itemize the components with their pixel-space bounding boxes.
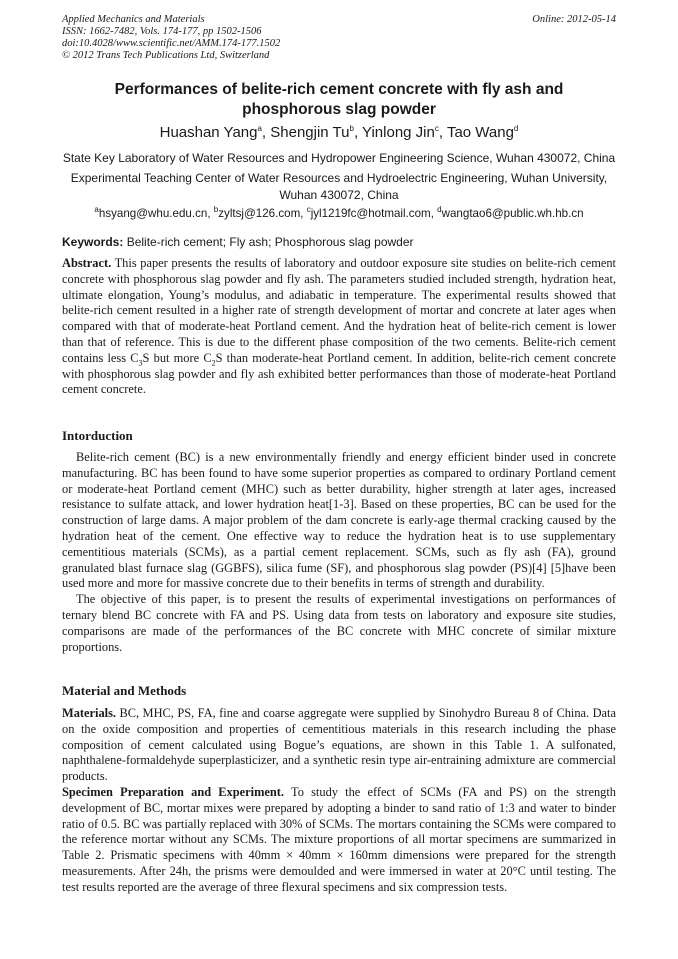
author-mark: a — [257, 124, 262, 133]
run-in-heading: Materials. — [62, 706, 117, 720]
author-separator: , — [353, 124, 363, 141]
subscript: 3 — [138, 358, 143, 368]
paragraph — [62, 785, 616, 896]
keywords — [62, 235, 414, 250]
journal-header — [62, 14, 616, 62]
author-mark: c — [434, 124, 439, 133]
section-heading-introduction: Intorduction — [62, 428, 133, 443]
author-name: Tao Wang — [446, 124, 514, 141]
author-separator: , — [261, 124, 271, 141]
affiliation-2-line-1: Experimental Teaching Center of Water Resources and Hydroelectric Engineering, Wuhan University, — [70, 171, 608, 185]
section-heading-methods: Material and Methods — [62, 683, 187, 698]
introduction-body — [62, 450, 616, 655]
abstract-text: This paper presents the results of laboratory and outdoor exposure site studies on belite-rich cement concrete with phosphorous slag powder and fly ash. The parameters studied included strength, hydration heat, ultimate elongation, Young’s modulus, and adiabatic in temperature. The experimental results showed that belite-rich cement resulted in a higher rate of strength development of mortar and concrete at later ages when compared with that of moderate-heat Portland cement. And the hydration heat of belite-rich cement is lower than that of reference. This is due to the different phase composition of the two cements. Belite-rich cement contains less C — [62, 256, 616, 365]
author-name: Shengjin Tu — [270, 124, 350, 141]
email-mark: a — [94, 205, 99, 215]
abstract-text: S than moderate-heat Portland cement. In addition, belite-rich cement concrete with phosphorous slag powder and fly ash exhibited better performances than those of moderate-heat Portland cement concrete. — [62, 350, 616, 397]
doi-line: doi:10.4028/www.scientific.net/AMM.174-177.1502 — [62, 38, 281, 49]
author-mark: b — [349, 124, 354, 133]
paragraph-text: BC, MHC, PS, FA, fine and coarse aggregate were supplied by Sinohydro Bureau 8 of China. Data on the oxide composition and properties of cementitious materials in this research including the phase composition of cement calculated using Bogue’s equations, are shown in this Table 1. A sulfonated, naphthalene-formaldehyde superplasticizer, and a synthetic resin type air-entraining admixture are commercial products. — [62, 706, 616, 784]
affiliation-2 — [58, 170, 620, 204]
email-mark: c — [306, 205, 311, 215]
abstract-paragraph — [62, 256, 616, 398]
keywords-label: Keywords: — [62, 235, 124, 249]
abstract-label: Abstract. — [62, 256, 112, 270]
paragraph: Belite-rich cement (BC) is a new environmentally friendly and energy efficient binder used in concrete manufacturing. BC has been found to have some superior properties as compared to ordinary Portland cement or moderate-heat Portland cement (MHC) such as better durability, higher strength at later ages, increased resistance to sulfate attack, and lower hydration heat[1-3]. Based on these properties, BC can be used for the construction of large dams. A major problem of the dam concrete is early-age thermal cracking caused by the hydration heat of the cement. One effective way to reduce the hydration heat is to use supplementary cementitious materials (SCMs), as a partial cement replacement. SCMs, such as fly ash (FA), ground granulated blast furnace slag (GGBFS), silica fume (SF), and phosphorous slag powder (PS)[4] [5]have been used more and more for massive concrete due to their benefits in terms of strength and durability. — [62, 450, 616, 591]
author-list — [62, 124, 616, 142]
author-mark: d — [513, 124, 519, 133]
affiliation-1: State Key Laboratory of Water Resources and Hydropower Engineering Science, Wuhan 430072, China — [62, 151, 616, 165]
abstract-text: S but more C — [142, 350, 212, 365]
author-name: Huashan Yang — [159, 124, 258, 141]
email-mark: b — [213, 205, 219, 215]
title-line-1: Performances of belite-rich cement concrete with fly ash and — [114, 81, 564, 98]
paragraph — [62, 706, 616, 785]
run-in-heading: Specimen Preparation and Experiment. — [62, 784, 285, 799]
paper-title — [62, 80, 616, 120]
author-separator: , — [438, 124, 447, 141]
email-list — [58, 206, 620, 221]
email-mark: d — [437, 205, 442, 215]
keywords-text: Belite-rich cement; Fly ash; Phosphorous slag powder — [123, 235, 414, 249]
issn-line: ISSN: 1662-7482, Vols. 174-177, pp 1502-1506 — [62, 26, 262, 37]
email-address: wangtao6@public.wh.hb.cn — [441, 207, 584, 220]
methods-body — [62, 706, 616, 896]
email-address: jyl1219fc@hotmail.com, — [310, 207, 438, 220]
email-address: zyltsj@126.com, — [218, 207, 307, 220]
paragraph: The objective of this paper, is to present the results of experimental investigations on performances of ternary blend BC concrete with FA and PS. Using data from tests on laboratory and exposure site studies, comparisons are made of the performances of the BC concrete with MHC concrete of similar mixture proportions. — [62, 592, 616, 654]
title-line-2: phosphorous slag powder — [242, 101, 436, 118]
online-date: Online: 2012-05-14 — [532, 14, 616, 25]
copyright-line: © 2012 Trans Tech Publications Ltd, Switzerland — [62, 50, 270, 61]
author-name: Yinlong Jin — [362, 124, 435, 141]
email-address: hsyang@whu.edu.cn, — [98, 207, 214, 220]
affiliation-2-line-2: Wuhan 430072, China — [279, 188, 399, 202]
paragraph-text: To study the effect of SCMs (FA and PS) on the strength development of BC, mortar mixes were prepared by adopting a binder to sand ratio of 1:3 and water to binder ratio of 0.5. BC was partially replaced with 30% of SCMs. The mortars containing the SCMs were compared to the reference mortar without any SCMs. The mixture proportions of all mortar specimens are summarized in Table 2. Prismatic specimens with 40mm × 40mm × 160mm dimensions were prepared for the strength measurements. After 24h, the prisms were demoulded and were immersed in water at 20°C until testing. The test results reported are the average of three flexural specimens and six compression tests. — [62, 784, 616, 894]
journal-name: Applied Mechanics and Materials — [62, 14, 205, 25]
subscript: 2 — [211, 358, 216, 368]
